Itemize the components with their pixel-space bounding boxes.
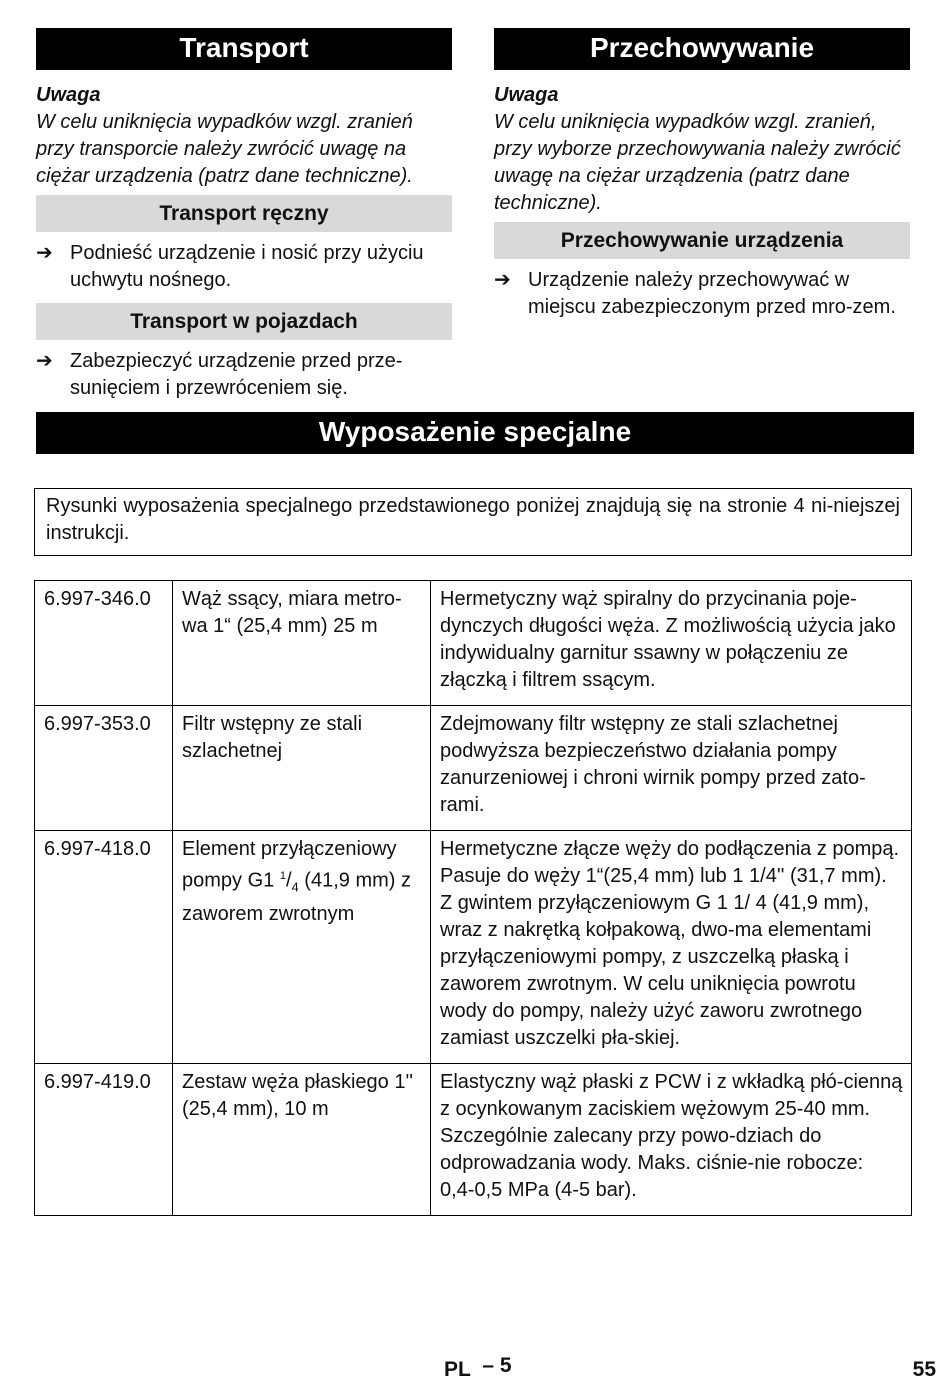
arrow-right-icon: ➔ <box>494 269 511 291</box>
fraction-denominator: 4 <box>291 879 299 895</box>
special-equipment-heading: Wyposażenie specjalne <box>36 412 914 454</box>
storage-heading: Przechowywanie <box>494 28 910 70</box>
table-row <box>35 831 912 1064</box>
table-row <box>35 1064 912 1216</box>
page-number: 55 <box>912 1358 936 1381</box>
fraction-numerator: 1 <box>279 870 286 882</box>
part-name: Wąż ssący, miara metro-wa 1“ (25,4 mm) 25 m <box>173 581 431 706</box>
part-name: Zestaw węża płaskiego 1'' (25,4 mm), 10 m <box>173 1064 431 1216</box>
language-code: PL <box>444 1358 471 1381</box>
storage-column <box>494 28 910 321</box>
part-name <box>173 831 431 1064</box>
fraction-slash: / <box>285 869 292 892</box>
arrow-right-icon: ➔ <box>36 350 53 372</box>
arrow-right-icon: ➔ <box>36 242 53 264</box>
vehicle-transport-text: Zabezpieczyć urządzenie przed prze-sunięciem i przewróceniem się. <box>70 350 403 399</box>
storage-note-title: Uwaga <box>494 84 559 106</box>
part-name: Filtr wstępny ze stali szlachetnej <box>173 706 431 831</box>
transport-heading: Transport <box>36 28 452 70</box>
part-number: 6.997-353.0 <box>35 706 173 831</box>
part-name-end: (41,9 mm) z zaworem zwrotnym <box>182 869 411 925</box>
transport-column <box>36 28 452 402</box>
page-footer-language <box>444 1356 512 1383</box>
table-row <box>35 581 912 706</box>
transport-note-text: W celu uniknięcia wypadków wzgl. zranień przy transporcie należy zwrócić uwagę na ciężar urządzenia (patrz dane techniczne). <box>36 111 413 187</box>
special-equipment-info: Rysunki wyposażenia specjalnego przedstawionego poniżej znajdują się na stronie 4 ni-niejszej instrukcji. <box>34 488 912 556</box>
table-row <box>35 706 912 831</box>
manual-transport-item <box>36 240 452 294</box>
device-storage-text: Urządzenie należy przechowywać w miejscu zabezpieczonym przed mro-zem. <box>528 269 896 318</box>
part-name-start: Element przyłączeniowy pompy G1 <box>182 838 397 892</box>
part-number: 6.997-419.0 <box>35 1064 173 1216</box>
manual-transport-heading: Transport ręczny <box>36 195 452 232</box>
vehicle-transport-item <box>36 348 452 402</box>
device-storage-item <box>494 267 910 321</box>
part-number: 6.997-418.0 <box>35 831 173 1064</box>
part-description: Zdejmowany filtr wstępny ze stali szlachetnej podwyższa bezpieczeństwo działania pompy zanurzeniowej i chroni wirnik pompy przed zato-rami. <box>431 706 912 831</box>
section-page-label: – 5 <box>482 1354 512 1377</box>
vehicle-transport-heading: Transport w pojazdach <box>36 303 452 340</box>
manual-transport-text: Podnieść urządzenie i nosić przy użyciu uchwytu nośnego. <box>70 242 424 291</box>
storage-note-text: W celu uniknięcia wypadków wzgl. zranień, przy wyborze przechowywania należy zwrócić uwagę na ciężar urządzenia (patrz dane techniczne). <box>494 111 901 214</box>
transport-note-title: Uwaga <box>36 84 101 106</box>
device-storage-heading: Przechowywanie urządzenia <box>494 222 910 259</box>
part-description: Elastyczny wąż płaski z PCW i z wkładką płó-cienną z ocynkowanym zaciskiem wężowym 25-40 mm. Szczególnie zalecany przy powo-dziach do odprowadzania wody. Maks. ciśnie-nie robocze: 0,4-0,5 MPa (4-5 bar). <box>431 1064 912 1216</box>
part-description: Hermetyczny wąż spiralny do przycinania poje-dynczych długości węża. Z możliwością użycia jako indywidualny garnitur ssawny w połączeniu ze złączką i filtrem ssącym. <box>431 581 912 706</box>
part-number: 6.997-346.0 <box>35 581 173 706</box>
part-description: Hermetyczne złącze węży do podłączenia z pompą. Pasuje do węży 1“(25,4 mm) lub 1 1/4'' (31,7 mm). Z gwintem przyłączeniowym G 1 1/ 4 (41,9 mm), wraz z nakrętką kołpakową, dwo-ma elementami przyłączeniowymi pompy, z uszczelką płaską i zaworem zwrotnym. W celu uniknięcia powrotu wody do pompy, należy użyć zaworu zwrotnego zamiast uszczelki pła-skiej. <box>431 831 912 1064</box>
accessories-table <box>34 580 912 1216</box>
